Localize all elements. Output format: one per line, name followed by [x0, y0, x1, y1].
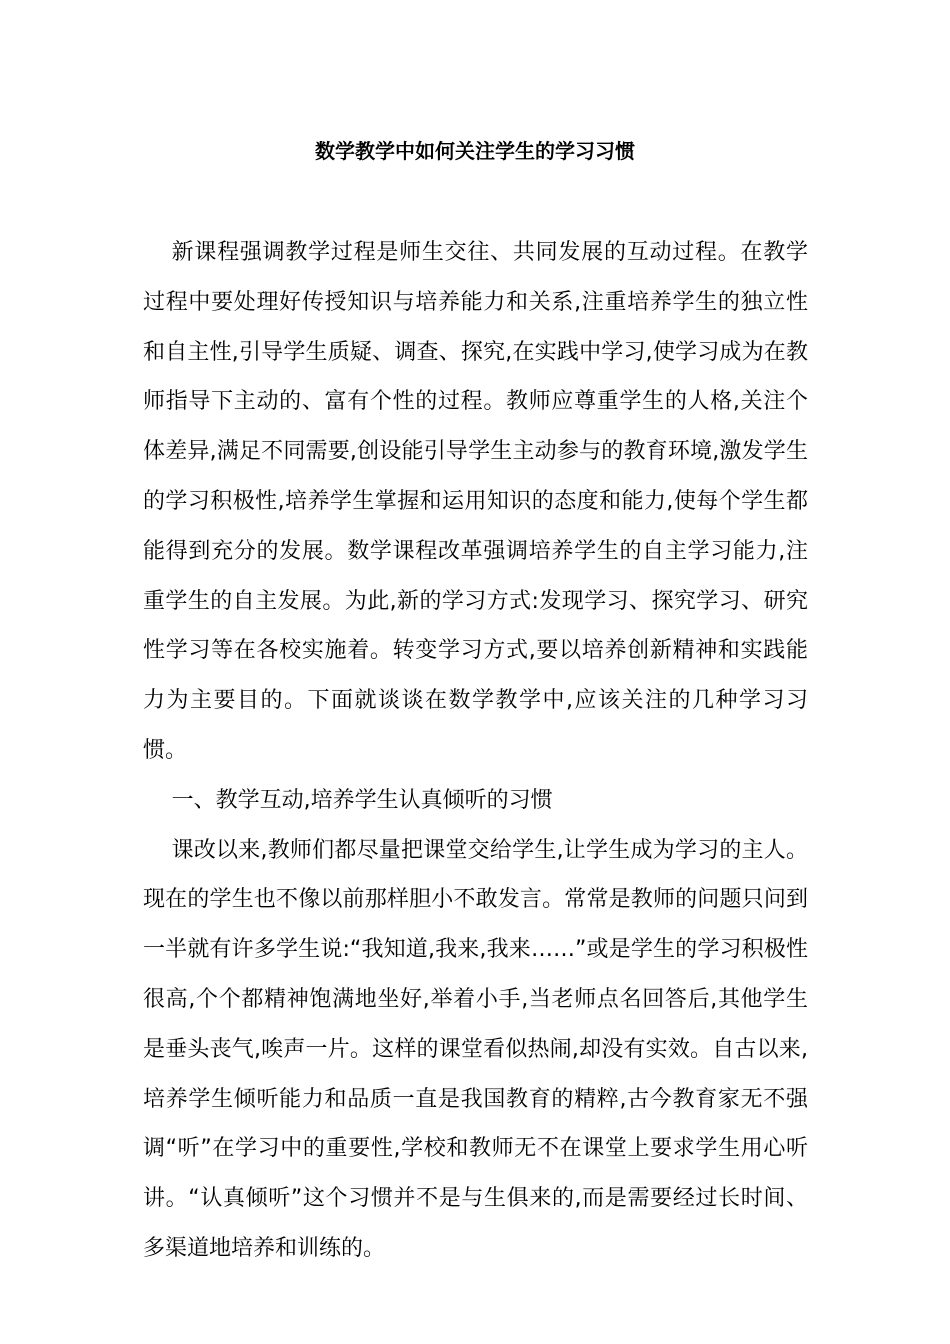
document-body: [143, 228, 808, 1274]
intro-paragraph: 新课程强调教学过程是师生交往、共同发展的互动过程。在教学过程中要处理好传授知识与培养能力和关系,注重培养学生的独立性和自主性,引导学生质疑、调查、探究,在实践中学习,使学习成为在教师指导下主动的、富有个性的过程。教师应尊重学生的人格,关注个体差异,满足不同需要,创设能引导学生主动参与的教育环境,激发学生的学习积极性,培养学生掌握和运用知识的态度和能力,使每个学生都能得到充分的发展。数学课程改革强调培养学生的自主学习能力,注重学生的自主发展。为此,新的学习方式:发现学习、探究学习、研究性学习等在各校实施着。转变学习方式,要以培养创新精神和实践能力为主要目的。下面就谈谈在数学教学中,应该关注的几种学习习惯。: [143, 240, 808, 763]
document-title: 数学教学中如何关注学生的学习习惯: [315, 139, 635, 163]
section-heading: 一、教学互动,培养学生认真倾听的习惯: [171, 787, 553, 813]
section-paragraph: 课改以来,教师们都尽量把课堂交给学生,让学生成为学习的主人。现在的学生也不像以前那样胆小不敢发言。常常是教师的问题只问到一半就有许多学生说:“我知道,我来,我来……”或是学生的学习积极性很高,个个都精神饱满地坐好,举着小手,当老师点名回答后,其他学生是垂头丧气,唉声一片。这样的课堂看似热闹,却没有实效。自古以来,培养学生倾听能力和品质一直是我国教育的精粹,古今教育家无不强调“听”在学习中的重要性,学校和教师无不在课堂上要求学生用心听讲。“认真倾听”这个习惯并不是与生俱来的,而是需要经过长时间、多渠道地培养和训练的。: [143, 837, 808, 1261]
